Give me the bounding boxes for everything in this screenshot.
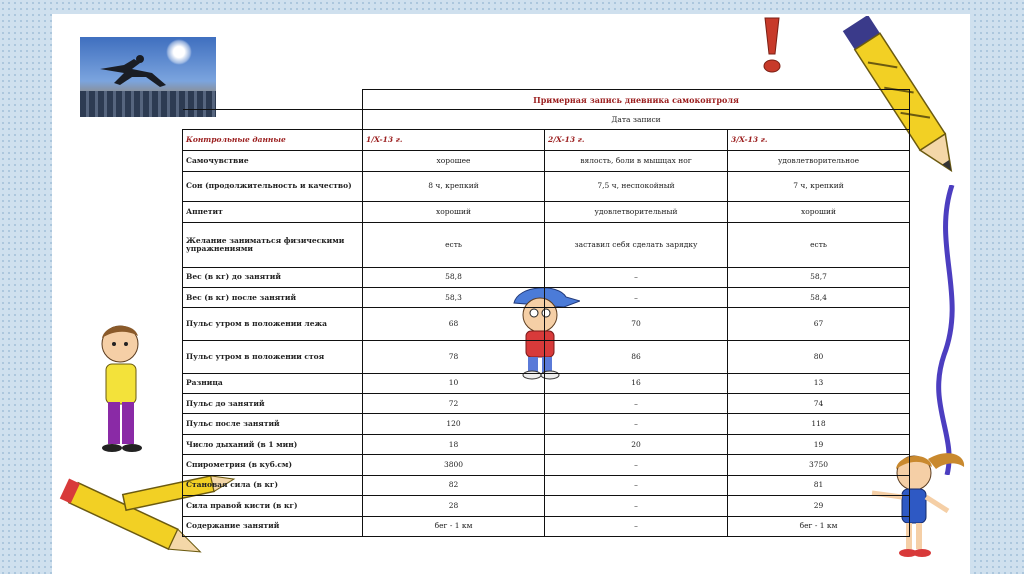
table-row [183, 151, 910, 171]
row-value-date-1: хороший [363, 202, 545, 222]
row-value-date-2: – [545, 455, 728, 475]
row-value-date-1: 58,3 [363, 287, 545, 307]
table-row [183, 414, 910, 434]
table-row [183, 202, 910, 222]
row-value-date-3: есть [728, 222, 910, 267]
row-value-date-3: 13 [728, 373, 910, 393]
row-value-date-2: – [545, 516, 728, 537]
self-control-diary-table [182, 89, 910, 537]
row-value-date-3: 74 [728, 394, 910, 414]
date-column-2: 2/X-13 г. [545, 129, 728, 150]
indicators-header: Контрольные данные [183, 129, 363, 150]
row-label: Желание заниматься физическими упражнениями [183, 222, 363, 267]
row-value-date-1: 82 [363, 475, 545, 495]
row-value-date-3: 19 [728, 434, 910, 454]
row-value-date-3: 3750 [728, 455, 910, 475]
row-value-date-1: 120 [363, 414, 545, 434]
row-value-date-3: 58,4 [728, 287, 910, 307]
row-value-date-2: 7,5 ч, неспокойный [545, 171, 728, 202]
row-value-date-2: – [545, 496, 728, 516]
row-label: Содержание занятий [183, 516, 363, 537]
table-row [183, 171, 910, 202]
row-label: Сон (продолжительность и качество) [183, 171, 363, 202]
table-row [183, 222, 910, 267]
row-label: Пульс утром в положении лежа [183, 308, 363, 341]
table-row [183, 475, 910, 495]
table-title: Примерная запись дневника самоконтроля [363, 90, 910, 110]
row-value-date-1: хорошее [363, 151, 545, 171]
date-column-3: 3/X-13 г. [728, 129, 910, 150]
row-value-date-3: хороший [728, 202, 910, 222]
row-value-date-3: 67 [728, 308, 910, 341]
table-corner-blank [183, 90, 363, 110]
row-value-date-1: есть [363, 222, 545, 267]
row-label: Пульс утром в положении стоя [183, 341, 363, 374]
row-value-date-2: заставил себя сделать зарядку [545, 222, 728, 267]
row-label: Пульс после занятий [183, 414, 363, 434]
row-value-date-1: 78 [363, 341, 545, 374]
row-value-date-2: 16 [545, 373, 728, 393]
row-value-date-1: 28 [363, 496, 545, 516]
table-row [183, 267, 910, 287]
row-value-date-2: – [545, 394, 728, 414]
row-value-date-2: 70 [545, 308, 728, 341]
row-value-date-1: 3800 [363, 455, 545, 475]
ribbon-decoration [922, 185, 972, 475]
row-value-date-3: 7 ч, крепкий [728, 171, 910, 202]
row-value-date-3: 118 [728, 414, 910, 434]
row-value-date-1: 8 ч, крепкий [363, 171, 545, 202]
row-label: Разница [183, 373, 363, 393]
row-label: Вес (в кг) после занятий [183, 287, 363, 307]
row-value-date-2: – [545, 414, 728, 434]
row-label: Спирометрия (в куб.см) [183, 455, 363, 475]
table-row [183, 308, 910, 341]
row-value-date-2: – [545, 267, 728, 287]
row-value-date-3: 29 [728, 496, 910, 516]
row-label: Пульс до занятий [183, 394, 363, 414]
row-value-date-1: 10 [363, 373, 545, 393]
table-row [183, 516, 910, 537]
table-corner-blank-2 [183, 110, 363, 129]
table-row [183, 287, 910, 307]
table-row [183, 394, 910, 414]
row-value-date-1: 18 [363, 434, 545, 454]
row-value-date-2: вялость, боли в мышцах ног [545, 151, 728, 171]
row-label: Сила правой кисти (в кг) [183, 496, 363, 516]
row-value-date-1: 68 [363, 308, 545, 341]
row-value-date-3: 80 [728, 341, 910, 374]
table-row [183, 373, 910, 393]
row-value-date-3: 81 [728, 475, 910, 495]
row-value-date-3: удовлетворительное [728, 151, 910, 171]
hurdler-silhouette [94, 55, 174, 91]
row-label: Становая сила (в кг) [183, 475, 363, 495]
row-value-date-2: – [545, 475, 728, 495]
row-value-date-2: 86 [545, 341, 728, 374]
date-column-1: 1/X-13 г. [363, 129, 545, 150]
table-row [183, 341, 910, 374]
row-value-date-1: 58,8 [363, 267, 545, 287]
row-label: Самочувствие [183, 151, 363, 171]
date-header: Дата записи [363, 110, 910, 129]
row-value-date-2: удовлетворительный [545, 202, 728, 222]
row-value-date-1: 72 [363, 394, 545, 414]
boy-cartoon [88, 322, 158, 454]
row-value-date-2: – [545, 287, 728, 307]
row-value-date-3: бег - 1 км [728, 516, 910, 537]
row-label: Вес (в кг) до занятий [183, 267, 363, 287]
exclamation-icon [757, 16, 787, 76]
table-row [183, 455, 910, 475]
table-row [183, 496, 910, 516]
row-label: Число дыханий (в 1 мин) [183, 434, 363, 454]
row-value-date-2: 20 [545, 434, 728, 454]
row-label: Аппетит [183, 202, 363, 222]
row-value-date-3: 58,7 [728, 267, 910, 287]
table-row [183, 434, 910, 454]
row-value-date-1: бег - 1 км [363, 516, 545, 537]
